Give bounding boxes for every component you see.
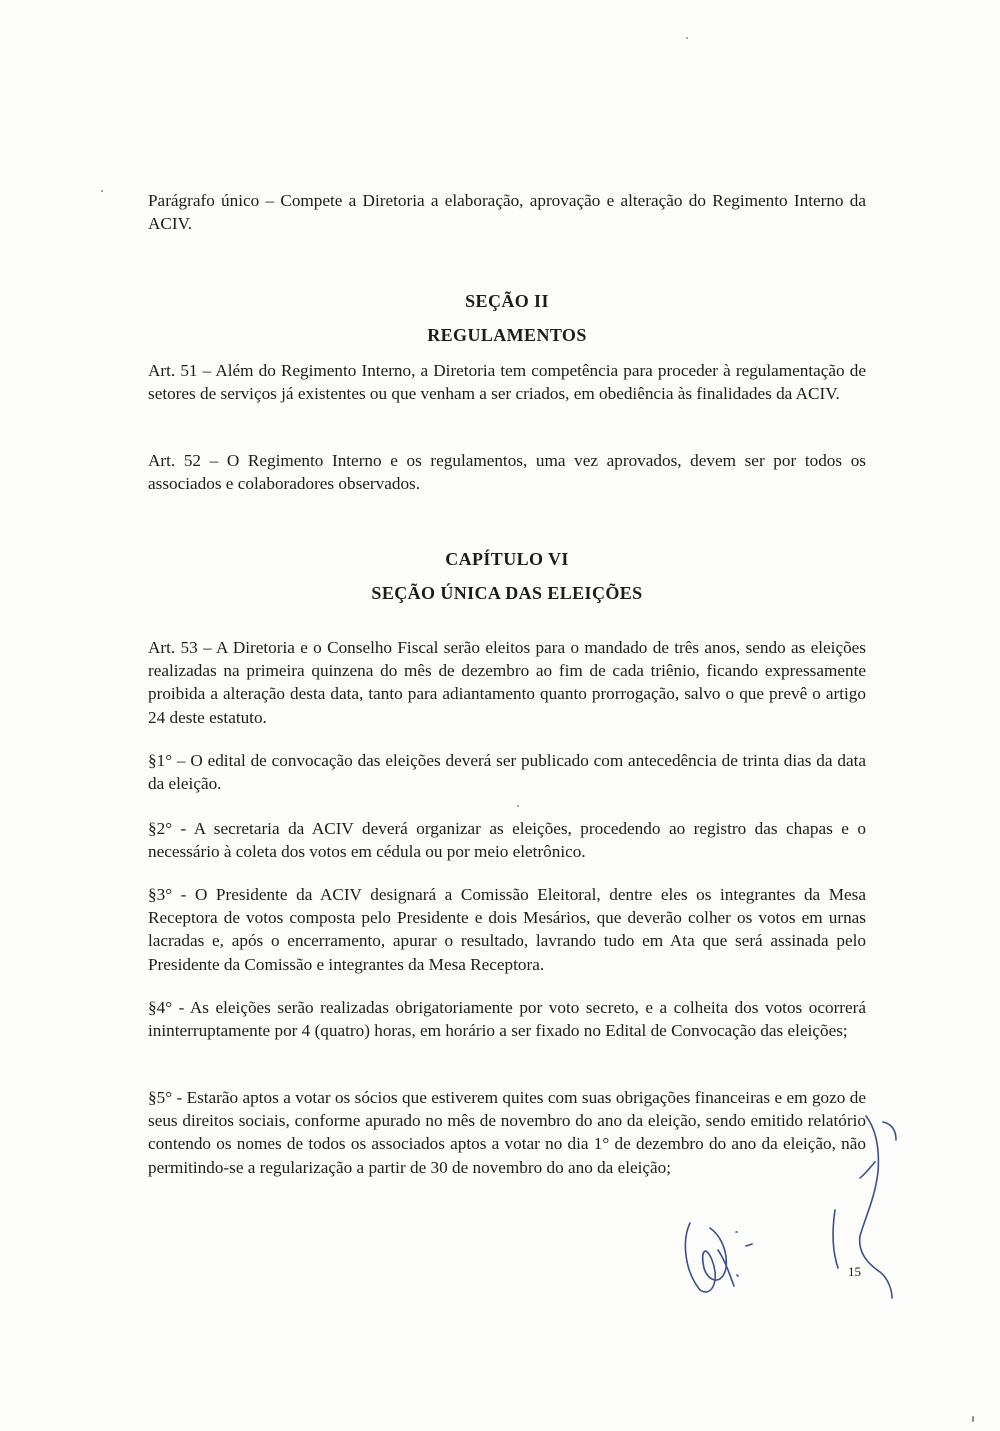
section-ii-subtitle: REGULAMENTOS [427, 325, 587, 345]
paragraph-5: §5° - Estarão aptos a votar os sócios que estiverem quites com suas obrigações financeiras e em gozo de seus direitos sociais, conforme apurado no mês de novembro do ano da eleição, sendo emitido relatório contendo os nomes de todos os associados aptos a votar no dia 1° de dezembro do ano da eleição, não permitindo-se a regularização a partir de 30 de novembro do ano da eleição; [148, 1088, 866, 1177]
scan-speck [517, 805, 519, 807]
article-53: Art. 53 – A Diretoria e o Conselho Fiscal serão eleitos para o mandado de três anos, sendo as eleições realizadas na primeira quinzena do mês de dezembro ao fim de cada triênio, ficando expressamente proibida a alteração desta data, tanto para adiantamento quanto prorrogação, salvo o que prevê o artigo 24 deste estatuto. [148, 638, 866, 727]
scan-speck [686, 37, 688, 39]
handwritten-initials-signature [660, 1100, 920, 1300]
article-51: Art. 51 – Além do Regimento Interno, a Diretoria tem competência para proceder à regulamentação de setores de serviços já existentes ou que venham a ser criados, em obediência às finalidades da ACIV. [148, 361, 866, 404]
scan-speck [101, 190, 103, 192]
paragrafo-unico: Parágrafo único – Compete a Diretoria a elaboração, aprovação e alteração do Regimento Interno da ACIV. [148, 191, 866, 234]
section-ii-title: SEÇÃO II [465, 291, 549, 311]
article-52: Art. 52 – O Regimento Interno e os regulamentos, uma vez aprovados, devem ser por todos os associados e colaboradores observados. [148, 451, 866, 494]
chapter-vi-title: CAPÍTULO VI [445, 549, 569, 569]
paragraph-2: §2° - A secretaria da ACIV deverá organizar as eleições, procedendo ao registro das chapas e o necessário à coleta dos votos em cédula ou por meio eletrônico. [148, 819, 866, 862]
paragraph-1: §1° – O edital de convocação das eleições deverá ser publicado com antecedência de trinta dias da data da eleição. [148, 751, 866, 794]
paragraph-3: §3° - O Presidente da ACIV designará a Comissão Eleitoral, dentre eles os integrantes da Mesa Receptora de votos composta pelo Presidente e dois Mesários, que deverão colher os votos em urnas lacradas e, após o encerramento, apurar o resultado, lavrando tudo em Ata que será assinada pelo Presidente da Comissão e integrantes da Mesa Receptora. [148, 885, 866, 974]
chapter-vi-subtitle: SEÇÃO ÚNICA DAS ELEIÇÕES [371, 583, 643, 603]
scan-speck [972, 1416, 974, 1422]
page-number: 15 [848, 1264, 861, 1279]
paragraph-4: §4° - As eleições serão realizadas obrigatoriamente por voto secreto, e a colheita dos votos ocorrerá ininterruptamente por 4 (quatro) horas, em horário a ser fixado no Edital de Convocação das eleições; [148, 998, 866, 1041]
